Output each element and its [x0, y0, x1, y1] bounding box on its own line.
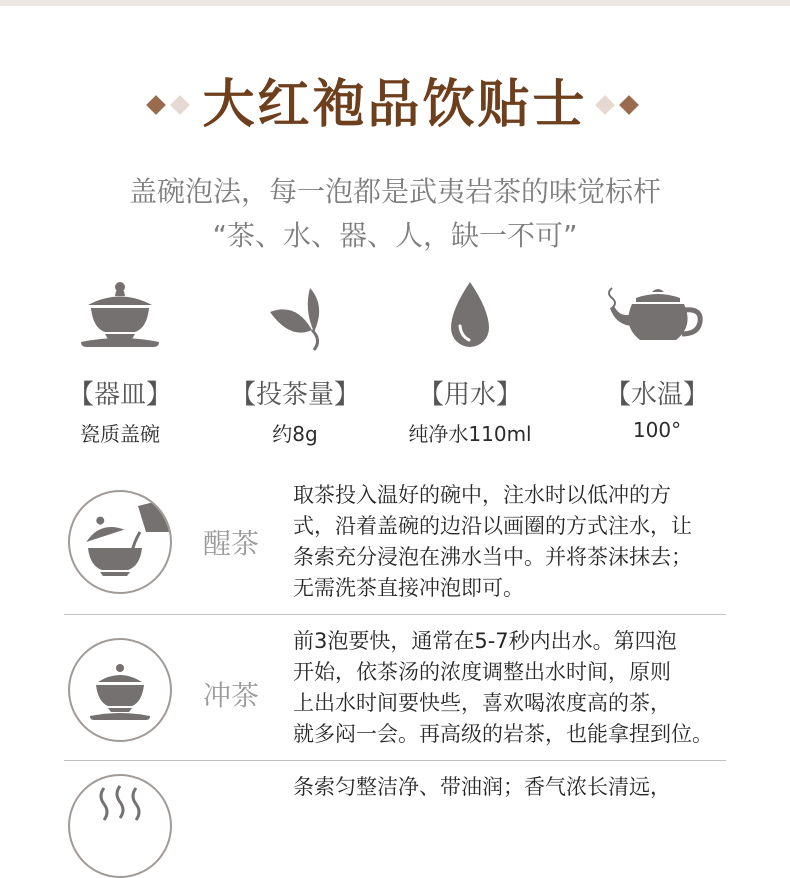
tool-label: 【用水】: [417, 380, 522, 410]
tool-value: 100°: [632, 418, 682, 442]
diamond-ornament-icon: [619, 95, 639, 115]
tool-label: 【投茶量】: [229, 380, 360, 410]
steam-icon: [70, 776, 170, 876]
tool-label: 【水温】: [604, 380, 709, 410]
step-desc-line: 式，沿着盖碗的边沿以画圈的方式注水，让: [293, 514, 692, 538]
top-border: [0, 0, 790, 6]
tool-vessel: [25, 280, 215, 447]
diamond-ornament-icon: [170, 95, 190, 115]
step-icon-circle: [68, 774, 172, 878]
step-desc-line: 取茶投入温好的碗中，注水时以低冲的方: [293, 483, 671, 507]
divider: [64, 760, 726, 761]
teapot-icon: [602, 280, 712, 352]
step-desc-line: 开始，依茶汤的浓度调整出水时间，原则: [293, 660, 671, 684]
step-desc-line: 条索充分浸泡在沸水当中。并将茶沫抹去；: [293, 545, 692, 569]
tool-value: 瓷质盖碗: [80, 422, 160, 446]
step-description: [293, 772, 733, 803]
water-drop-icon: [425, 280, 515, 352]
step-icon-circle: [68, 638, 172, 742]
step-description: [293, 626, 733, 750]
tool-value: 约8g: [272, 422, 318, 446]
tool-water: [375, 280, 565, 447]
pour-gaiwan-icon: [70, 492, 170, 592]
tool-value: 纯净水110ml: [408, 422, 532, 446]
step-name: 醒茶: [203, 527, 260, 560]
step-desc-line: 上出水时间要快些，喜欢喝浓度高的茶，: [293, 691, 671, 715]
gaiwan-icon: [75, 280, 165, 352]
diamond-ornament-icon: [595, 95, 615, 115]
divider: [64, 614, 726, 615]
step-desc-line: 前3泡要快，通常在5-7秒内出水。第四泡: [293, 629, 677, 653]
tool-tea-amount: [200, 280, 390, 447]
page-title: 大红袍品饮贴士: [202, 74, 588, 135]
title-row: [0, 70, 790, 140]
step-name: 冲茶: [203, 679, 260, 712]
tea-leaf-icon: [250, 280, 340, 352]
step-description: [293, 480, 733, 604]
step-desc-line: 无需洗茶直接冲泡即可。: [293, 576, 524, 600]
subtitle-line-2: “茶、水、器、人，缺一不可”: [212, 219, 578, 252]
tool-temperature: [562, 280, 752, 442]
step-desc-line: 就多闷一会。再高级的岩茶，也能拿捏到位。: [293, 722, 713, 746]
subtitle-line-1: 盖碗泡法，每一泡都是武夷岩茶的味觉标杆: [128, 175, 661, 208]
tool-label: 【器皿】: [67, 380, 172, 410]
step-icon-circle: [68, 490, 172, 594]
diamond-ornament-icon: [146, 95, 166, 115]
gaiwan-icon: [70, 640, 170, 740]
step-desc-line: 条索匀整洁净、带油润；香气浓长清远，: [293, 775, 671, 799]
